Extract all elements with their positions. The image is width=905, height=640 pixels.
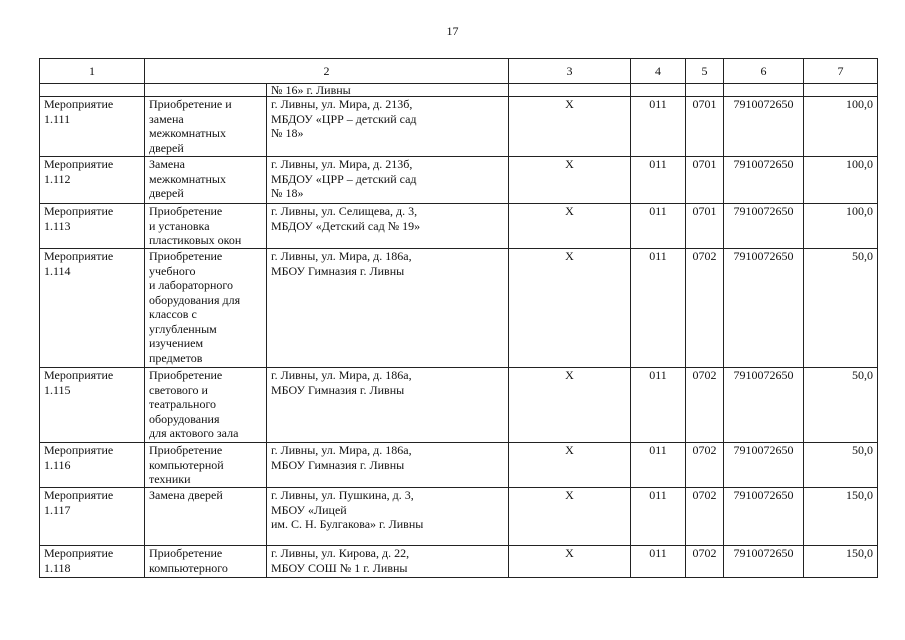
col3-cell: Х <box>509 546 631 578</box>
col4-cell: 011 <box>631 368 686 443</box>
measure-id-cell: Мероприятие 1.114 <box>40 249 145 368</box>
address-cell: г. Ливны, ул. Кирова, д. 22, МБОУ СОШ № 1 г. Ливны <box>267 546 509 578</box>
col3-cell: Х <box>509 443 631 488</box>
measure-name-cell: Приобретение и замена межкомнатных дверей <box>145 97 267 157</box>
col3-cell: Х <box>509 97 631 157</box>
col4-cell: 011 <box>631 97 686 157</box>
measure-name-cell: Приобретение компьютерной техники <box>145 443 267 488</box>
table-row <box>40 204 878 249</box>
measure-id-cell: Мероприятие 1.112 <box>40 157 145 204</box>
col6-cell: 7910072650 <box>724 204 804 249</box>
header-col-1: 1 <box>40 59 145 84</box>
address-cell: г. Ливны, ул. Мира, д. 186а, МБОУ Гимназия г. Ливны <box>267 368 509 443</box>
col6-cell: 7910072650 <box>724 488 804 546</box>
address-cell: № 16» г. Ливны <box>267 84 509 97</box>
table-row <box>40 443 878 488</box>
col6-cell: 7910072650 <box>724 368 804 443</box>
col5-cell: 0702 <box>686 546 724 578</box>
measures-table <box>39 58 878 578</box>
measure-name-cell: Приобретение учебного и лабораторного оборудования для классов с углубленным изучением предметов <box>145 249 267 368</box>
col5-cell: 0701 <box>686 204 724 249</box>
amount-cell: 50,0 <box>804 368 878 443</box>
measure-name-cell: Приобретение светового и театрального оборудования для актового зала <box>145 368 267 443</box>
address-cell: г. Ливны, ул. Мира, д. 213б, МБДОУ «ЦРР – детский сад № 18» <box>267 97 509 157</box>
table-row <box>40 97 878 157</box>
col5-cell: 0702 <box>686 249 724 368</box>
col4-cell: 011 <box>631 546 686 578</box>
col4-cell: 011 <box>631 204 686 249</box>
col6-cell: 7910072650 <box>724 443 804 488</box>
address-cell: г. Ливны, ул. Пушкина, д. 3, МБОУ «Лицей им. С. Н. Булгакова» г. Ливны <box>267 488 509 546</box>
col6-cell: 7910072650 <box>724 546 804 578</box>
address-cell: г. Ливны, ул. Селищева, д. 3, МБДОУ «Детский сад № 19» <box>267 204 509 249</box>
col3-cell: Х <box>509 249 631 368</box>
table-row <box>40 488 878 546</box>
measure-name-cell: Замена межкомнатных дверей <box>145 157 267 204</box>
col4-cell: 011 <box>631 157 686 204</box>
table-row <box>40 546 878 578</box>
header-col-2: 2 <box>145 59 509 84</box>
col4-cell: 011 <box>631 488 686 546</box>
measure-id-cell: Мероприятие 1.118 <box>40 546 145 578</box>
address-cell: г. Ливны, ул. Мира, д. 186а, МБОУ Гимназия г. Ливны <box>267 443 509 488</box>
col3-cell: Х <box>509 204 631 249</box>
table-header-row <box>40 59 878 84</box>
table-row <box>40 368 878 443</box>
measure-name-cell: Замена дверей <box>145 488 267 546</box>
table-row <box>40 157 878 204</box>
header-col-7: 7 <box>804 59 878 84</box>
col3-cell: Х <box>509 488 631 546</box>
col3-cell: Х <box>509 368 631 443</box>
measure-id-cell: Мероприятие 1.111 <box>40 97 145 157</box>
header-col-3: 3 <box>509 59 631 84</box>
col5-cell: 0702 <box>686 443 724 488</box>
page-number: 17 <box>446 24 459 38</box>
amount-cell: 50,0 <box>804 249 878 368</box>
col6-cell: 7910072650 <box>724 157 804 204</box>
measure-id-cell: Мероприятие 1.116 <box>40 443 145 488</box>
header-col-6: 6 <box>724 59 804 84</box>
col5-cell: 0702 <box>686 488 724 546</box>
header-col-4: 4 <box>631 59 686 84</box>
measure-id-cell: Мероприятие 1.113 <box>40 204 145 249</box>
measure-name-cell: Приобретение и установка пластиковых окон <box>145 204 267 249</box>
col4-cell: 011 <box>631 249 686 368</box>
col5-cell: 0701 <box>686 157 724 204</box>
amount-cell: 150,0 <box>804 488 878 546</box>
col3-cell: Х <box>509 157 631 204</box>
address-cell: г. Ливны, ул. Мира, д. 213б, МБДОУ «ЦРР – детский сад № 18» <box>267 157 509 204</box>
address-cell: г. Ливны, ул. Мира, д. 186а, МБОУ Гимназия г. Ливны <box>267 249 509 368</box>
col6-cell: 7910072650 <box>724 97 804 157</box>
col5-cell: 0702 <box>686 368 724 443</box>
col5-cell: 0701 <box>686 97 724 157</box>
measure-name-cell: Приобретение компьютерного <box>145 546 267 578</box>
amount-cell: 150,0 <box>804 546 878 578</box>
amount-cell: 100,0 <box>804 204 878 249</box>
col6-cell: 7910072650 <box>724 249 804 368</box>
table-row-continuation <box>40 84 878 97</box>
col4-cell: 011 <box>631 443 686 488</box>
amount-cell: 100,0 <box>804 157 878 204</box>
measure-id-cell: Мероприятие 1.117 <box>40 488 145 546</box>
table-row <box>40 249 878 368</box>
measure-id-cell: Мероприятие 1.115 <box>40 368 145 443</box>
header-col-5: 5 <box>686 59 724 84</box>
amount-cell: 50,0 <box>804 443 878 488</box>
amount-cell: 100,0 <box>804 97 878 157</box>
